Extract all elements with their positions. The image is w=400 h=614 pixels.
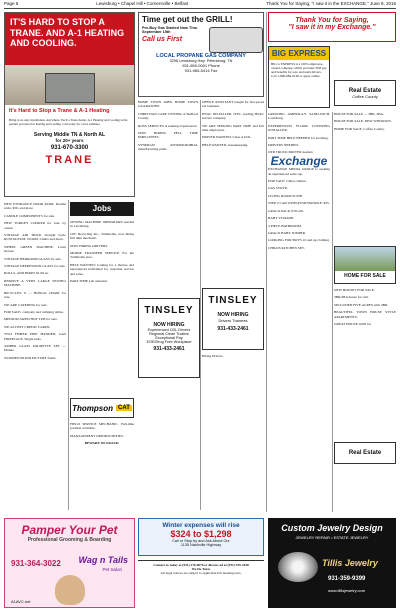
home-for-sale-ad[interactable] (334, 246, 396, 284)
trane-ad-banner (5, 13, 134, 65)
jobs-header-label: Jobs (92, 204, 112, 213)
footer-line1: Contact us today at (931) 270-6076 or discuss ad at (931) 359-4448 (153, 563, 249, 567)
classified-item: OFFICE ASSISTANT sought for fast-paced tax business. (202, 100, 264, 109)
tinsley-logo-2: TINSLEY (208, 295, 258, 306)
jewelry-phone: 931-359-9399 (328, 576, 366, 582)
thanks-line2: "I saw it in my Exchange." (288, 24, 376, 31)
gas-ad-headline: Time get out the GRILL! (142, 15, 233, 24)
trane-ad[interactable] (4, 12, 135, 197)
winter-ad-headline: Winter expenses will rise (162, 522, 240, 529)
tillis-jewelry-logo: Tillis Jewelry (322, 558, 378, 568)
page-label: Page 6 (4, 1, 19, 6)
exchange-logo: Exchange (270, 153, 328, 168)
trane-ad-years: for 20+ years (55, 137, 84, 143)
house-photo (335, 247, 395, 271)
classifieds-column-4b (202, 354, 264, 514)
thompson-logo: Thompson (72, 403, 113, 413)
classified-item: SEWING MACHINE OPERATORS needed in Lewisburg. (70, 220, 134, 229)
classified-item: EXPERIENCED FLOOR COVERING INSTALLER. (268, 123, 330, 133)
real-estate-title: Real Estate (348, 87, 382, 94)
jewelry-sub: JEWELRY REPAIR • ESTATE JEWELRY (295, 535, 369, 540)
winter-ad-amount: $324 to $1,298 (170, 529, 232, 539)
home-sale-real-estate-ad[interactable] (334, 442, 396, 464)
jewelry-web: www.tillisjewelry.com (328, 588, 366, 593)
classified-item: VINTAGE BEDROOM GLASS for sale. (4, 256, 62, 261)
trane-ad-headline: IT'S HARD TO STOP A TRANE. AND A-1 HEATING AND COOLING. (10, 17, 125, 48)
classified-item: GREAT HOUSE AND lot. (334, 322, 372, 327)
classifieds-column-4 (202, 100, 264, 280)
propane-gas-ad[interactable] (138, 12, 264, 97)
real-estate-logo-2: Real Estate (348, 450, 382, 456)
classifieds-column-1 (4, 202, 66, 512)
classified-item: GAS STOVE. (268, 186, 288, 191)
classified-item: VINTAGE DEPRESSION GLASS for sale. (4, 264, 66, 269)
wag-n-tails-logo: Wag n Tails (78, 555, 128, 565)
classified-item: LIVING ROOM SUITE. (268, 193, 304, 198)
classified-item: DRIVERS NEEDED. (268, 143, 299, 148)
tinsley-logo: TINSLEY (144, 305, 194, 316)
trane-ad-area: Serving Middle TN & North AL (33, 131, 106, 138)
tinsley2-phone: 931-433-2461 (217, 326, 249, 332)
classified-item: LOOKING FOR BOYS 10 and up clothing. (268, 238, 330, 243)
tinsley-line1: NOW HIRING (153, 322, 185, 328)
classified-item: HVAC INSTALLER. ITEC, leading HVAC service company. (202, 111, 264, 121)
classified-item: HOUSE FOR SALE, NEW WINDOWS. (334, 119, 392, 124)
classified-item: NOW HIRING PELL TIME EMPLOYEES. (138, 131, 198, 140)
classifieds-column-2b (70, 422, 134, 512)
jobs-section-header (70, 202, 134, 216)
gas-phone: 931-659-0001 Phone (182, 63, 220, 68)
classified-item: CHILDS KITCHEN SET. (268, 245, 305, 250)
propane-truck-image (209, 27, 263, 53)
classified-item: NEW HOUSES FOR SALE. (334, 288, 375, 292)
tinsley2-line2: Drivers Trainees (218, 318, 248, 323)
classified-item: NEW ENTRANCE DOOR $2400. Double wide, $50, and more. (4, 202, 66, 211)
classified-item: WE ACCEPT CREDIT CARDS. (4, 324, 51, 329)
pamper-ad-web: A1AVC.net (11, 599, 31, 604)
classified-item: DRIVER WANTED: Class A CDL. (202, 135, 252, 140)
classified-item: WOODEN BLIND PICTURE frame. (4, 355, 57, 360)
classified-item: SYNERGIS ANTIMICROBIAL manufacturing plant. (138, 142, 198, 152)
classified-item: WHEEL GREEN MACHINE. Lawn mower. (4, 244, 66, 254)
classifieds-column-6 (268, 112, 330, 512)
classified-item: GROWING AMERICA'S SAND-WICH. Lewisburg. (268, 112, 330, 121)
tinsley2-line1: NOW HIRING (217, 312, 249, 318)
big-g-logo: BIG EXPRESS (269, 47, 329, 60)
classified-item: EXCHANGE MEDIA GROUP is seeking an experienced sales rep. (268, 167, 330, 176)
classified-item: VINTAGE AIR TRICK brought back. RUSTOLEUM, WOOD. Chairs and more. (4, 233, 66, 242)
real-estate-sub: Coffee County (352, 93, 378, 99)
classified-item: FIELD SERVICE MECHANIC. Full-time position available. (70, 422, 134, 431)
classifieds-column-2 (70, 220, 134, 410)
classified-item: GRACO BABY JUMPER. (268, 230, 306, 235)
tinsley-line3: Regional Clean Trailers (149, 332, 189, 336)
footer-line2: We Do Taxes (191, 567, 211, 572)
classified-item: NOW HIRING DRIVERS. (70, 243, 109, 248)
trane-unit-image (45, 73, 95, 103)
classified-item: Hiring Drivers. (202, 354, 224, 358)
trane-logo: TRANE (45, 153, 94, 166)
header-right-text: Thank You for Saying, "I saw it in the EXCHANGE," June 8, 2016 (266, 1, 396, 6)
big-g-body: BIG G EXPRESS is a 100% employee-owned company, which provides TOP pay and benefits for solo and team drivers. Call 1-800-684-9140 or apply online. (271, 62, 327, 78)
winter-ad-company: 1135 Nashville Highway (180, 543, 222, 547)
classified-item: BABY VITAMIN. (268, 216, 295, 221)
tinsley-phone: 931-433-2461 (153, 346, 185, 352)
classified-item: SECLUDED FIVE ACRES with 4BR. (334, 302, 389, 307)
classified-item: 3 PIECE BATHROOM. (268, 223, 302, 228)
big-g-express-ad[interactable] (268, 46, 330, 108)
classified-item: REMOVE A VERY LARGE SEWING MACHINE. (4, 278, 66, 288)
tinsley-ad-2[interactable] (202, 288, 264, 350)
wag-n-tails-sub: Pet Salon (102, 567, 122, 572)
classified-item: 3BR/2BA house for rent. (334, 295, 369, 300)
page-header (4, 1, 396, 9)
tinsley-line5: EOE/Drug Free Workplace (146, 340, 192, 344)
cat-logo: CAT (118, 405, 130, 411)
classified-item: HELP WANTED, housekeeping. (202, 142, 249, 147)
gas-ad-call: Call us First (142, 36, 183, 43)
classified-item: NEW TURKEY COOKER for sale, by owner. (4, 221, 66, 230)
classified-item: BEWARE OF FRAUD. (84, 441, 120, 446)
dog-image (55, 575, 85, 605)
classified-item: WE ARE CATERING for sale. (4, 302, 48, 307)
gas-address: 3296 Lewisburg Hwy. Petersburg, TN (169, 59, 233, 63)
classified-item: HOME TOWN JOBS, HOME TOWN GUARANTEE. (138, 100, 198, 109)
classified-item: MANAGEMENT OPPORTUNITIES. (70, 433, 124, 438)
classified-item: HOME FOR SALE, Coffee County. (334, 126, 385, 131)
classified-item: MEDIUM-SIZED HOT TUB for sale. (4, 317, 58, 322)
gas-company-name: LOCAL PROPANE GAS COMPANY (156, 53, 246, 59)
tinsley-line2: Experienced CDL Drivers (147, 328, 191, 332)
ring-image (278, 552, 318, 582)
tinsley-ad-1[interactable] (138, 298, 200, 378)
real-estate-coffee-ad[interactable] (334, 80, 396, 106)
gas-ad-sub: Pre-Buy Gas Started Now Thru September 15th (142, 26, 198, 34)
tinsley-line4: Exceptional Pay (155, 336, 183, 340)
pamper-ad-phone: 931-364-3022 (11, 559, 61, 568)
pamper-pet-ad[interactable] (4, 518, 135, 608)
classified-item: HOUSE FOR SALE — 3BR, 2BA. (334, 112, 384, 116)
classified-item: PART TIME HELP NEEDED for stocking. (268, 135, 329, 140)
footer-line3: All legal notices are subject to applicable fair housing laws. (160, 571, 242, 576)
trane-ad-subheadline: It's Hard to Stop a Trane & A-1 Heating (9, 108, 110, 114)
classified-item: CHRISTIAN CARE CENTER of Bedford County. (138, 111, 198, 121)
footer-notice (138, 560, 264, 608)
classified-item: FOR SALE, company and camping tables. (4, 309, 64, 314)
classified-item: ROLLS, AND BIKES $1.00 ea. (4, 271, 49, 276)
gas-fax: 931-965-5414 Fax (184, 68, 218, 73)
classified-item: PART-TIME Lab assistant. (70, 279, 108, 284)
trane-ad-phone: 931-670-3300 (50, 144, 89, 151)
thompson-cat-ad[interactable] (70, 398, 134, 418)
pamper-ad-headline: Pamper Your Pet (21, 523, 118, 537)
winter-ad-cta: Call or Stop by and Ask About Our (172, 539, 230, 543)
classified-item: CPC Recycling Inc., Tullahoma, now hiring full time mechanic. (70, 231, 134, 241)
trane-ad-photo (5, 65, 134, 105)
winter-expenses-ad[interactable] (138, 518, 264, 556)
classifieds-column-7 (334, 112, 396, 242)
classified-item: STEP 2 CAR WITH PUSH HANDLE. $35. (268, 201, 330, 206)
masthead: Lewisburg • Chapel Hill • Cornersville • Belfast (96, 1, 189, 6)
classified-item: HELP WANTED: looking for a mature and experienced individual for customer service and sales. (70, 262, 134, 276)
classified-item: MORSE TRANSFER SERVICE. For the Tullahoma area. (70, 251, 134, 260)
classifieds-column-7b (334, 288, 396, 438)
thanks-line1: Thank You for Saying, (295, 17, 369, 24)
classified-item: OTR TRUCK DRIVER needed. (268, 150, 314, 155)
thank-you-box (268, 12, 396, 42)
pamper-ad-sub: Professional Grooming & Boarding (27, 537, 112, 543)
trane-ad-body: Bring it on. Any installation. Anywhere. Each a Trane dealer, A-1 Heating and Cooling is the partner you need for heating and cooling. Call today for a free estimate. (9, 117, 128, 126)
classified-item: TWO FISHER PINE HANDED. GAS FIREPLACE. Single beds. (4, 332, 66, 341)
classified-item: BEAUTIFUL TOWN HOUSE STYLE APARTMENTS. (334, 310, 396, 319)
custom-jewelry-ad[interactable] (268, 518, 396, 608)
classified-item: GRACO PACK N PLAY. (268, 208, 304, 213)
classified-item: CANDLE COMPONENTS for sale. (4, 213, 55, 218)
classified-item: FOR SALE: China cabinet. (268, 179, 307, 184)
jewelry-headline: Custom Jewelry Design (281, 523, 383, 533)
classified-item: WE ARE SEEKING PART TIME and full time employees. (202, 123, 264, 133)
home-for-sale-label: HOME FOR SALE (344, 273, 386, 279)
classified-item: BICYCLES: 8 — BONGO CHAIR for sale. (4, 290, 66, 300)
classified-item: ROSS SERVICES is seeking experienced. (138, 123, 198, 128)
classified-item: AMBER GLASS PALMETTE SET — Dishes. (4, 343, 66, 353)
